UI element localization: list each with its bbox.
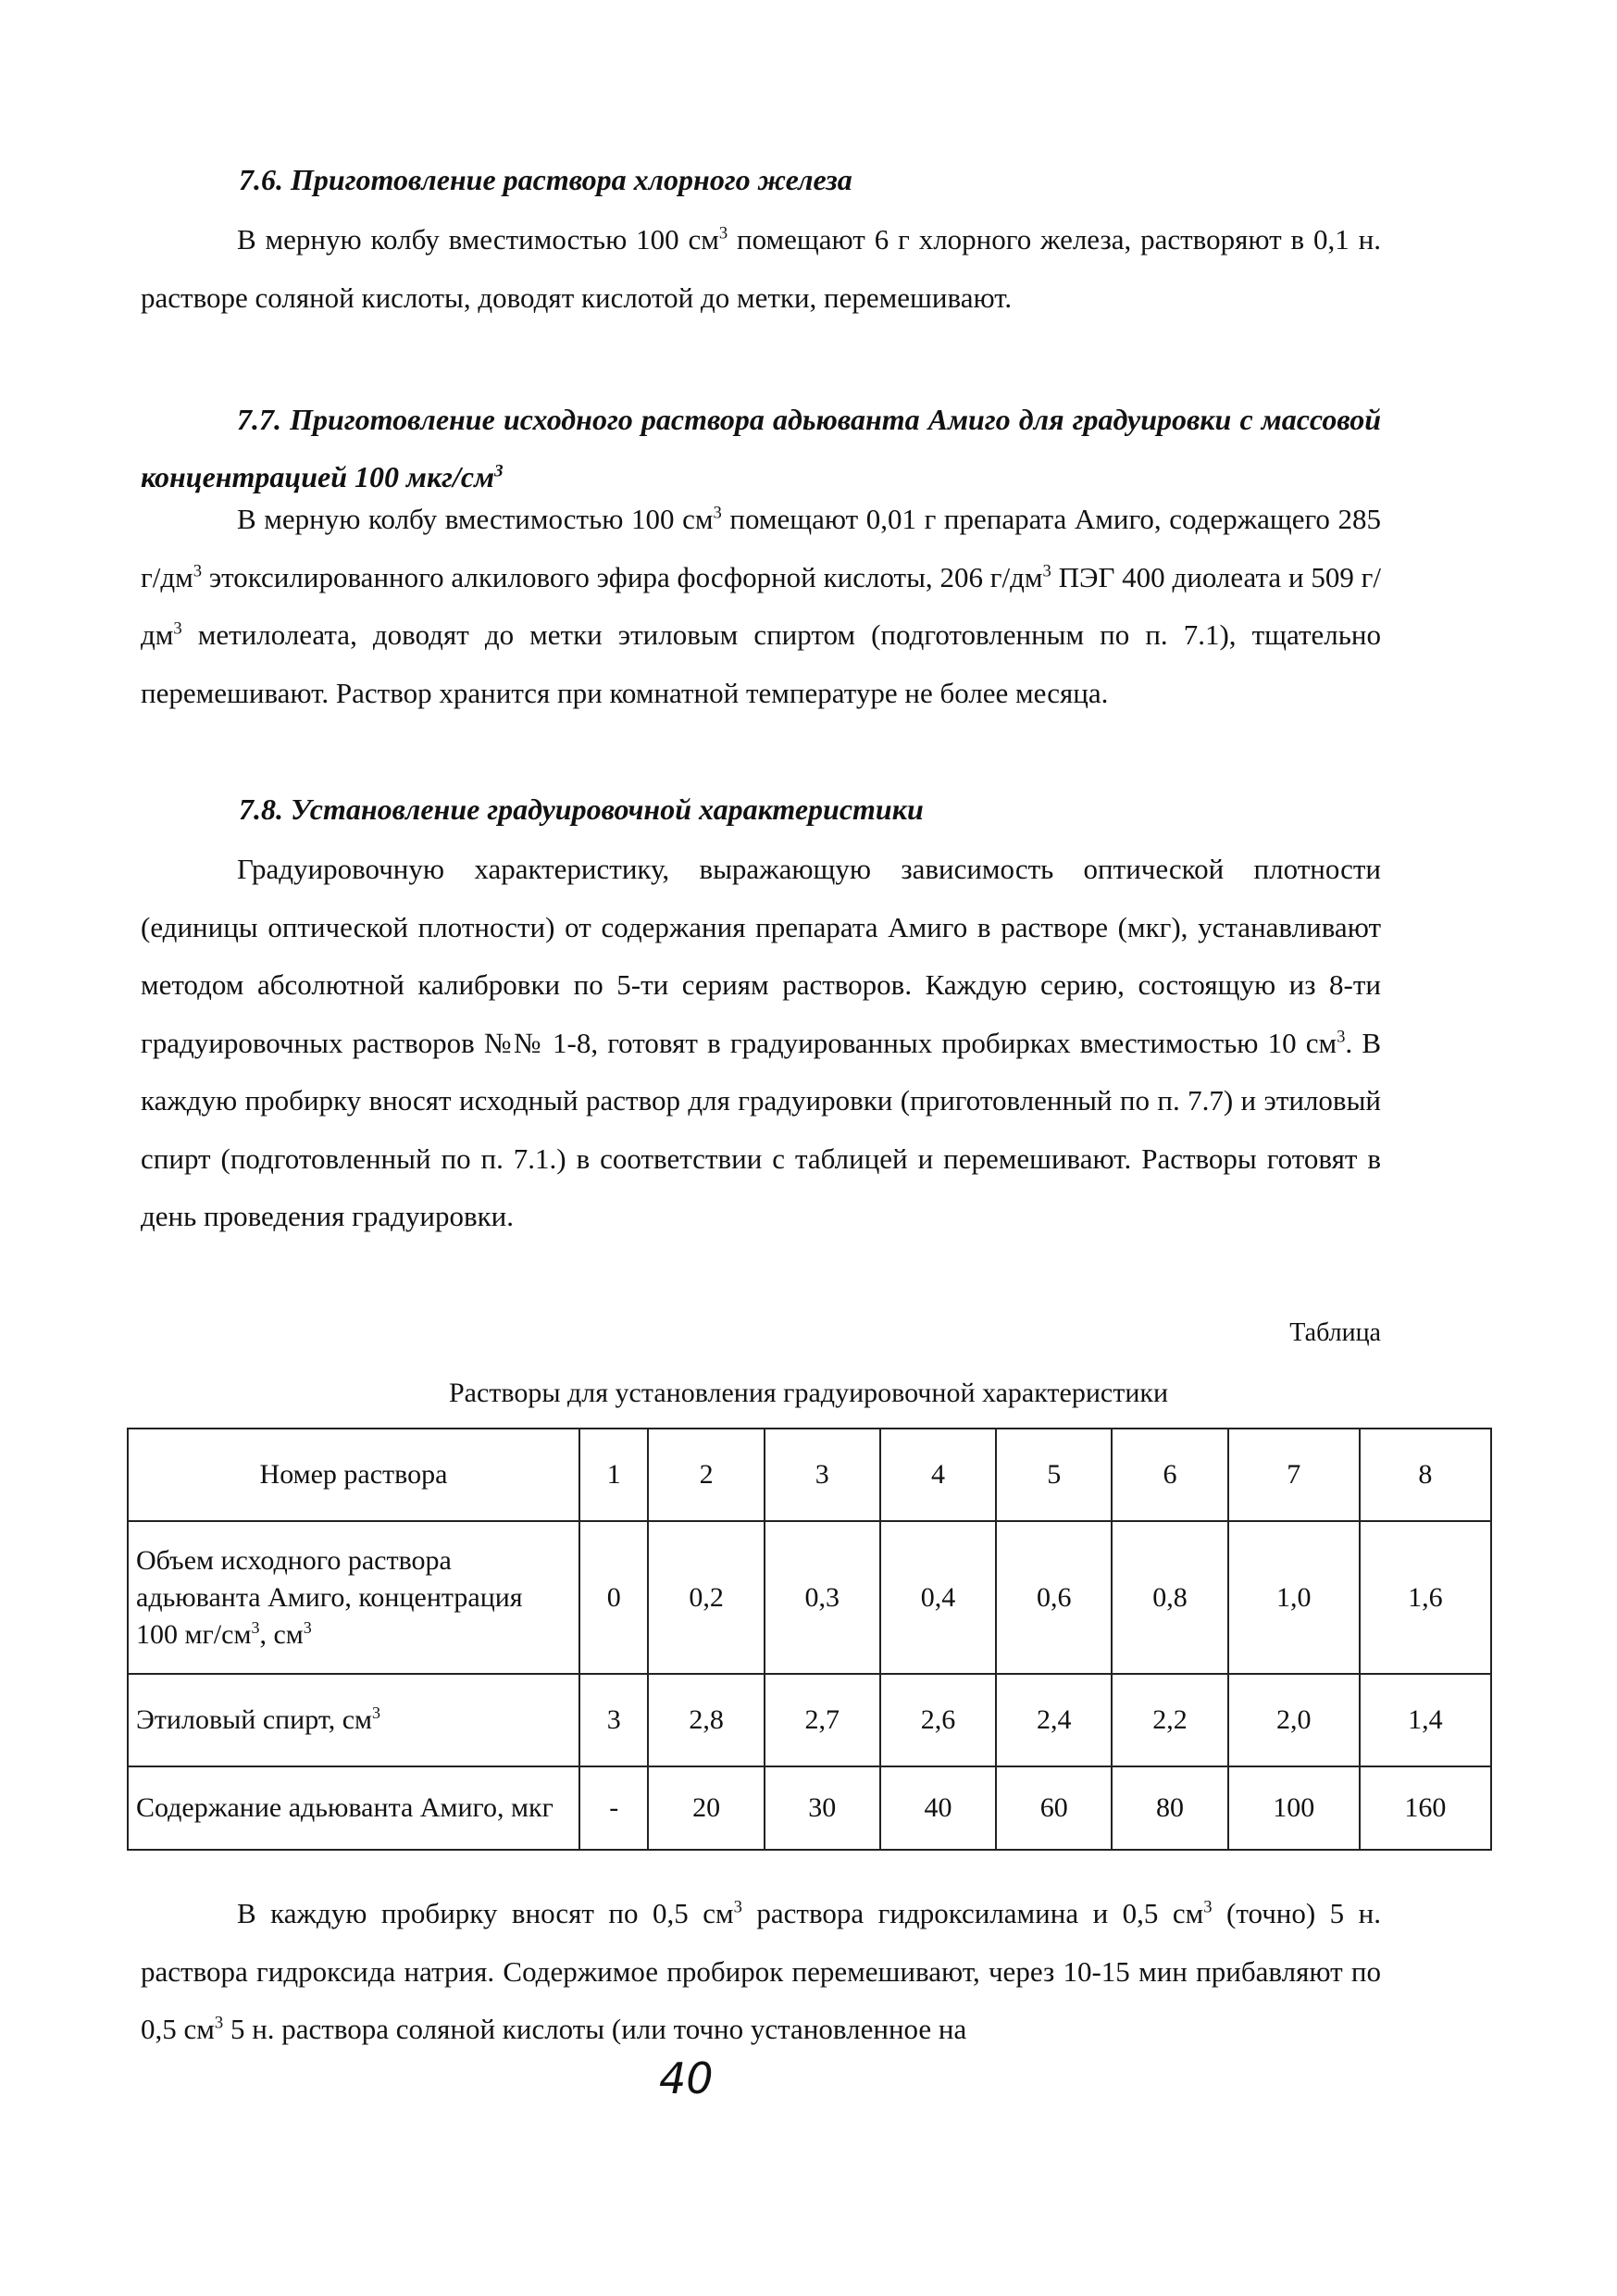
table-cell: 40 [880,1766,996,1850]
header-label: Номер раствора [128,1429,579,1521]
text-run: 5 н. раствора соляной кислоты (или точно установленное на [223,2013,967,2045]
section-7-7-title [141,391,1381,505]
table-cell: 2,2 [1112,1674,1227,1766]
text-run: Объем исходного раствора адьюванта Амиго, концентрация 100 мг/см [136,1544,523,1650]
table-cell: 80 [1112,1766,1227,1850]
table-cell: 0,3 [765,1521,880,1674]
superscript: 3 [1337,1027,1346,1047]
table-cell: 160 [1360,1766,1491,1850]
table-cell: 20 [648,1766,764,1850]
table-cell: - [579,1766,648,1850]
table-cell: 2,0 [1228,1674,1360,1766]
table-title: Растворы для установления градуировочной характеристики [448,1378,1169,1408]
text-run: . В каждую пробирку вносят исходный раствор для градуировки (приготовленный по п. 7.7) и этиловый спирт (подготовленный по п. 7.1.) в соответствии с таблицей и перемешивают. Растворы готовят в день проведения градуировки. [141,1026,1381,1232]
text-run: (точно) 5 н. раствора гидроксида натрия. Содержимое пробирок перемешивают, через 10-15 мин прибавляют по 0,5 см [141,1897,1381,2045]
header-cell: 2 [648,1429,764,1521]
superscript: 3 [493,461,504,481]
page-number: 40 [659,2053,714,2103]
table-cell: 2,7 [765,1674,880,1766]
text-run: метилолеата, доводят до метки этиловым спиртом (подготовленным по п. 7.1), тщательно перемешивают. Раствор хранится при комнатной температуре не более месяца. [141,618,1381,709]
row-label [128,1521,579,1674]
text-run: Этиловый спирт, см [136,1704,372,1735]
header-cell: 5 [996,1429,1112,1521]
text-run: ПЭГ 400 диолеата и 509 г/дм [141,560,1381,651]
table-cell: 2,6 [880,1674,996,1766]
superscript: 3 [1203,1897,1213,1917]
table-cell: 1,6 [1360,1521,1491,1674]
header-cell: 8 [1360,1429,1491,1521]
superscript: 3 [718,223,728,243]
text-run: Градуировочную характеристику, выражающую зависимость оптической плотности (единицы оптической плотности) от содержания препарата Амиго в растворе (мкг), устанавливают методом абсолютной калибровки по 5-ти сериям растворов. Каждую серию, состоящую из 8-ти градуировочных растворов №№ 1-8, готовят в градуированных пробирках вместимостью 10 см [141,853,1381,1059]
table-cell: 0,4 [880,1521,996,1674]
table-cell: 100 [1228,1766,1360,1850]
header-cell: 1 [579,1429,648,1521]
table-cell: 1,4 [1360,1674,1491,1766]
section-7-6-text [141,211,1381,327]
table-cell: 2,4 [996,1674,1112,1766]
table-header-row [128,1429,1491,1521]
table-cell: 0,2 [648,1521,764,1674]
superscript: 3 [251,1617,260,1637]
superscript: 3 [1042,561,1051,581]
table-caption: Таблица [1289,1318,1381,1347]
header-cell: 7 [1228,1429,1360,1521]
closing-text [141,1885,1381,2059]
row-label [128,1674,579,1766]
table-cell: 0 [579,1521,648,1674]
solutions-table [127,1428,1492,1851]
header-cell: 4 [880,1429,996,1521]
superscript: 3 [713,503,722,523]
section-7-7-text [141,491,1381,722]
text-run: , см [259,1618,304,1650]
text-run: 7.7. Приготовление исходного раствора адьюванта Амиго для градуировки с массовой концентрацией 100 мкг/см [141,403,1381,493]
table-row [128,1521,1491,1674]
section-7-8-title: 7.8. Установление градуировочной характеристики [239,792,924,826]
table-row [128,1674,1491,1766]
header-cell: 6 [1112,1429,1227,1521]
text-run: В мерную колбу вместимостью 100 см [237,223,719,256]
section-7-8-text [141,841,1381,1246]
table-cell: 1,0 [1228,1521,1360,1674]
superscript: 3 [303,1617,312,1637]
header-cell: 3 [765,1429,880,1521]
superscript: 3 [173,618,182,639]
table-cell: 0,8 [1112,1521,1227,1674]
table-cell: 60 [996,1766,1112,1850]
text-run: В каждую пробирку вносят по 0,5 см [237,1897,734,1929]
row-label: Содержание адьюванта Амиго, мкг [128,1766,579,1850]
text-run: помещают 6 г хлорного железа, растворяют в 0,1 н. растворе соляной кислоты, доводят кислотой до метки, перемешивают. [141,223,1381,314]
superscript: 3 [193,561,203,581]
text-run: В мерную колбу вместимостью 100 см [237,503,714,535]
superscript: 3 [372,1703,380,1722]
table-cell: 2,8 [648,1674,764,1766]
table-cell: 30 [765,1766,880,1850]
text-run: этоксилированного алкилового эфира фосфорной кислоты, 206 г/дм [202,560,1043,593]
text-run: помещают 0,01 г препарата Амиго, содержащего 285 г/дм [141,503,1382,593]
table-cell: 3 [579,1674,648,1766]
section-7-6-title: 7.6. Приготовление раствора хлорного железа [239,163,852,196]
superscript: 3 [214,2013,224,2033]
text-run: раствора гидроксиламина и 0,5 см [741,1897,1204,1929]
superscript: 3 [733,1897,742,1917]
table-cell: 0,6 [996,1521,1112,1674]
table-row [128,1766,1491,1850]
